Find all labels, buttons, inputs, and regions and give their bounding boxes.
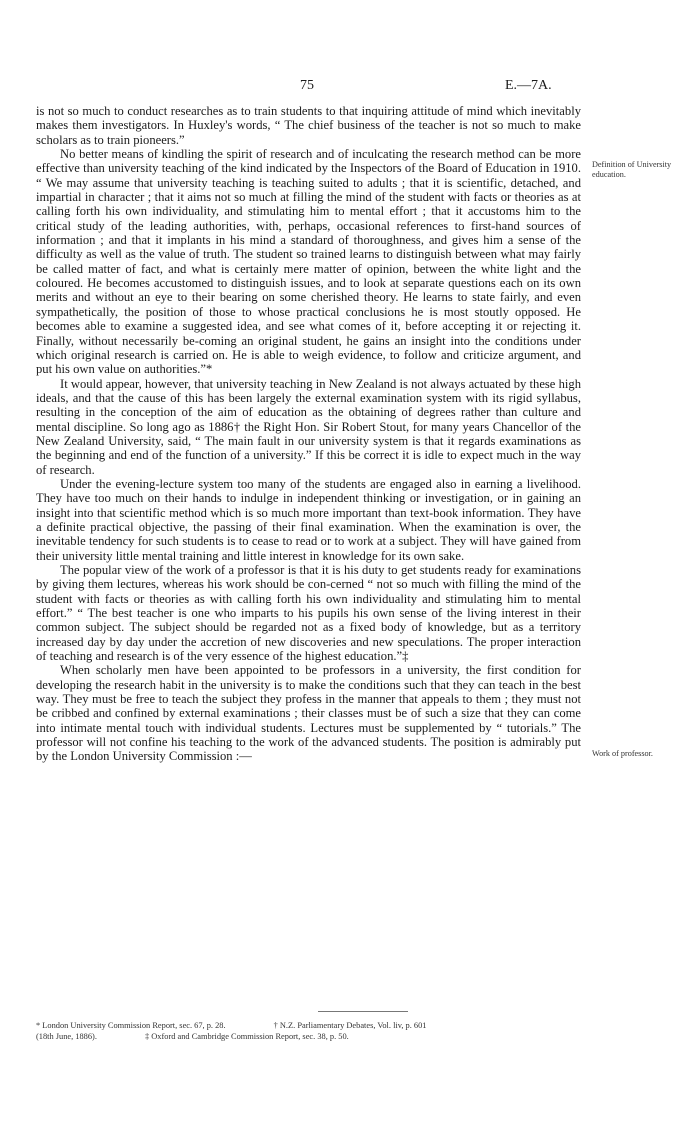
footnote-1: * London University Commission Report, sec. 67, p. 28. xyxy=(36,1021,226,1030)
page-header xyxy=(0,78,700,98)
footnote-row-1 xyxy=(36,1020,581,1031)
footnote-row-2 xyxy=(36,1031,581,1042)
footnote-2: † N.Z. Parliamentary Debates, Vol. liv, p. 601 xyxy=(273,1021,427,1030)
margin-note-work-of-professor: Work of professor. xyxy=(592,749,653,758)
paragraph-3: It would appear, however, that university teaching in New Zealand is not always actuated by these high ideals, and that the cause of this has been largely the external examination system with its rigid syllabus, resulting in the conception of the aim of education as the obtaining of degrees rather than culture and mental discipline. So long ago as 1886† the Right Hon. Sir Robert Stout, for many years Chancellor of the New Zealand University, said, “ The main fault in our university system is that it regards examinations as the beginning and end of the function of a university.” If this be correct it is idle to expect much in the way of research. xyxy=(36,376,581,477)
page-number: 75 xyxy=(300,78,314,93)
paragraph-6: When scholarly men have been appointed to be professors in a university, the first condition for developing the research habit in the university is to make the conditions such that they can teach in the best way. They must be free to teach the subject they profess in the manner that appeals to them ; they must not be cribbed and confined by external examinations ; their classes must be of such a size that they can come into intimate mental touch with individual students. Lectures must be supplemented by “ tutorials.” The professor will not confine his teaching to the work of the advanced students. The position is admirably put by the London University Commission :— xyxy=(36,663,581,764)
document-code: E.—7A. xyxy=(505,78,552,93)
footnote-divider xyxy=(318,1011,408,1012)
paragraph-1: is not so much to conduct researches as to train students to that inquiring attitude of mind which inevitably makes them investigators. In Huxley's words, “ The chief business of the teacher is not so much to make scholars as to train pioneers.” xyxy=(36,104,581,147)
paragraph-2: No better means of kindling the spirit of research and of inculcating the research method can be more effective than university teaching of the kind indicated by the Inspectors of the Board of Education in 1910. “ We may assume that university teaching is teaching suited to adults ; that it is scientific, detached, and impartial in character ; that it aims not so much at filling the mind of the student with facts or theories as at calling forth his own individuality, and stimulating him to mental effort ; that it accustoms him to the critical study of the leading authorities, with, perhaps, occasional references to first-hand sources of information ; and that it implants in his mind a standard of thoroughness, and gives him a sense of the difficulty as well as the value of truth. The student so trained learns to distinguish between what may fairly be called matter of fact, and what is certainly mere matter of opinion, between the white light and the coloured. He becomes accustomed to distinguish issues, and to look at separate questions each on its own merits and without an eye to their bearing on some cherished theory. He learns to state fairly, and even sympathetically, the position of those to whose practical conclusions he is most stoutly opposed. He becomes able to examine a suggested idea, and see what comes of it, before accepting it or rejecting it. Finally, without necessarily be-coming an original student, he gains an insight into the conditions under which original research is carried on. He is able to weigh evidence, to follow and criticize argument, and put his own value on authorities.”* xyxy=(36,147,581,377)
body-text xyxy=(36,104,581,764)
footnote-2-continued: (18th June, 1886). xyxy=(36,1032,97,1041)
footnote-3: ‡ Oxford and Cambridge Commission Report, sec. 38, p. 50. xyxy=(144,1032,349,1041)
footnotes xyxy=(36,1020,581,1042)
margin-note-definition: Definition of University education. xyxy=(592,160,672,179)
paragraph-5: The popular view of the work of a professor is that it is his duty to get students ready for examinations by giving them lectures, whereas his work should be con-cerned “ not so much with filling the mind of the student with facts or theories as with calling forth his own individuality and stimulating him to mental effort.” “ The best teacher is one who imparts to his pupils his own sense of the living interest in their common subject. The subject should be regarded not as a fixed body of knowledge, but as a territory increased day by day under the accretion of new discoveries and new speculations. The proper interaction of teaching and research is of the very essence of the highest education.”‡ xyxy=(36,563,581,664)
paragraph-4: Under the evening-lecture system too many of the students are engaged also in earning a livelihood. They have too much on their hands to indulge in independent thinking or investigation, or in gaining an insight into that scientific method which is so much more important than text-book information. They have a definite practical objective, the passing of their final examination. When the examination is over, the inevitable tendency for such students is to cease to read or to work at a subject. They will have gained from their university little mental training and little interest in knowledge for its own sake. xyxy=(36,476,581,563)
